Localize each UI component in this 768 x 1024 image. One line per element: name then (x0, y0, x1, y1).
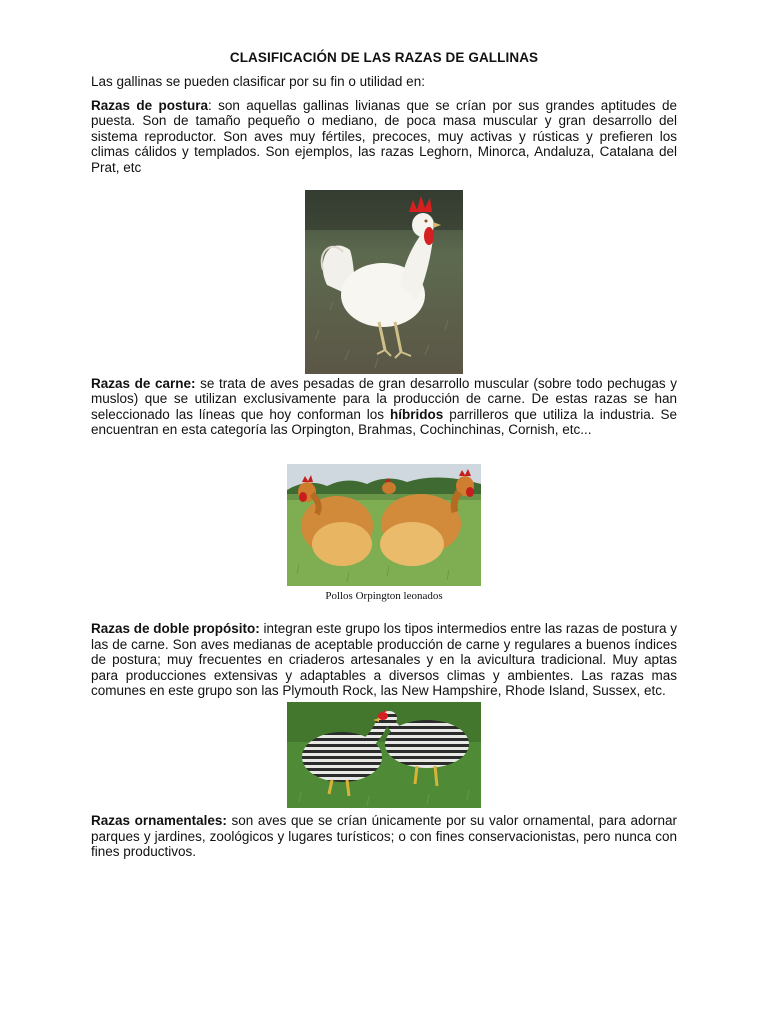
postura-heading: Razas de postura (91, 97, 209, 113)
orpington-caption: Pollos Orpington leonados (325, 589, 443, 602)
intro-paragraph: Las gallinas se pueden clasificar por su fin o utilidad en: (91, 74, 425, 89)
postura-text: : son aquellas gallinas livianas que se crían por sus grandes aptitudes de puesta. Son de tamaño pequeño o mediano, de poca masa muscular y gran desarrollo del sistema reproductor. Son aves muy fértiles, precoces, muy activas y rústicas y prefieren los climas cálidos y templados. Son ejemplos, las razas Leghorn, Minorca, Andaluza, Catalana del Prat, etc (91, 97, 677, 175)
carne-text-after: parrilleros que utiliza la industria. Se encuentran en esta categoría las Orpington, Brahmas, Cochinchinas, Cornish, etc... (91, 406, 678, 438)
document-title: CLASIFICACIÓN DE LAS RAZAS DE GALLINAS (229, 50, 539, 65)
plymouth-rock-photo (287, 702, 481, 808)
doble-heading: Razas de doble propósito: (91, 620, 260, 636)
ornamentales-text: son aves que se crían únicamente por su valor ornamental, para adornar parques y jardines, zoológicos y lugares turísticos; o con fines conservacionistas, pero nunca con fines productivos. (91, 812, 677, 860)
postura-paragraph (91, 98, 677, 176)
doble-text: integran este grupo los tipos intermedios entre las razas de postura y las de carne. Son aves medianas de aceptable producción de carne y regulares a buenos índices de postura; muy frecuentes en criaderos artesanales y en la avicultura tradicional. Muy aptas para producciones extensivas y adaptables a diversos climas y ambientes. Las razas mas comunes en este grupo son las Plymouth Rock, las New Hampshire, Rhode Island, Sussex, etc. (91, 620, 677, 699)
carne-heading: Razas de carne: (91, 375, 196, 391)
carne-text-before: se trata de aves pesadas de gran desarrollo muscular (sobre todo pechugas y muslos) que se utilizan exclusivamente para la producción de carne. De estas razas se han seleccionado las líneas que hoy conforman los (91, 375, 677, 422)
orpington-photo (287, 464, 481, 586)
hibridos-word: híbridos (390, 406, 444, 422)
ornamentales-paragraph (91, 813, 677, 860)
document-page (91, 50, 677, 860)
ornamentales-heading: Razas ornamentales: (91, 812, 227, 828)
white-rooster-photo (305, 190, 463, 374)
doble-paragraph (91, 621, 677, 699)
carne-paragraph (91, 376, 677, 438)
